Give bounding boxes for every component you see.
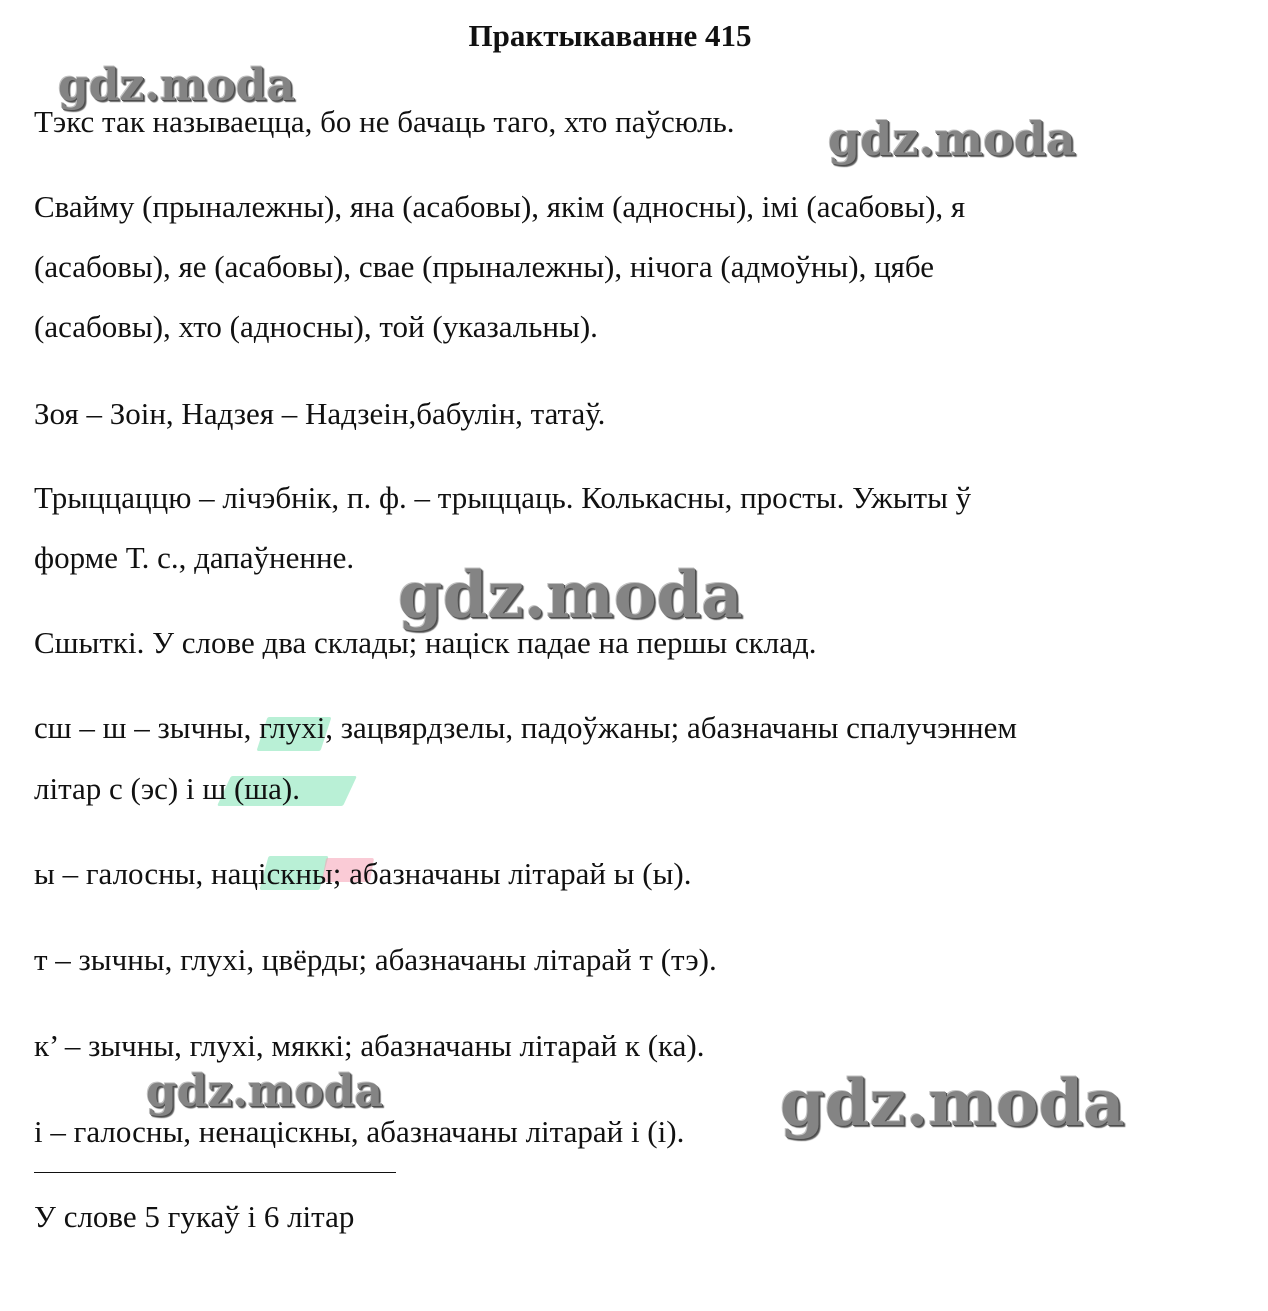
text-line: сш – ш – зычны, глухі, зацвярдзелы, падоўжаны; абазначаны спалучэннем [34, 710, 1017, 745]
footnote-text: У слове 5 гукаў і 6 літар [34, 1199, 355, 1234]
text-line: Трыццаццю – лічэбнік, п. ф. – трыццаць. Колькасны, просты. Ужыты ў [34, 480, 972, 515]
footnote-divider [34, 1172, 396, 1173]
text-line: Зоя – Зоін, Надзея – Надзеін,бабулін, татаў. [34, 396, 606, 431]
text-line: літар с (эс) і ш (ша). [34, 771, 300, 806]
watermark-logo: gdz.moda [146, 1066, 384, 1117]
text-line: ы – галосны, націскны; абазначаны літарай ы (ы). [34, 856, 692, 891]
watermark-logo: gdz.moda [828, 112, 1076, 166]
text-line: Тэкс так называецца, бо не бачаць таго, хто паўсюль. [34, 104, 735, 139]
watermark-logo: gdz.moda [780, 1066, 1125, 1141]
page-title: Практыкаванне 415 [468, 18, 752, 53]
text-line: (асабовы), хто (адносны), той (указальны). [34, 309, 598, 344]
text-line: Сшыткі. У слове два склады; націск падае на першы склад. [34, 625, 817, 660]
watermark-logo: gdz.moda [58, 60, 296, 111]
text-line: Свайму (прыналежны), яна (асабовы), якім (адносны), імі (асабовы), я [34, 189, 966, 224]
text-line: і – галосны, ненаціскны, абазначаны літарай і (і). [34, 1114, 685, 1149]
text-line: т – зычны, глухі, цвёрды; абазначаны літарай т (тэ). [34, 942, 717, 977]
text-line: форме Т. с., дапаўненне. [34, 540, 355, 575]
text-line: к’ – зычны, глухі, мяккі; абазначаны літарай к (ка). [34, 1028, 705, 1063]
text-line: (асабовы), яе (асабовы), свае (прыналежны), нічога (адмоўны), цябе [34, 249, 935, 284]
watermark-logo: gdz.moda [398, 558, 743, 633]
